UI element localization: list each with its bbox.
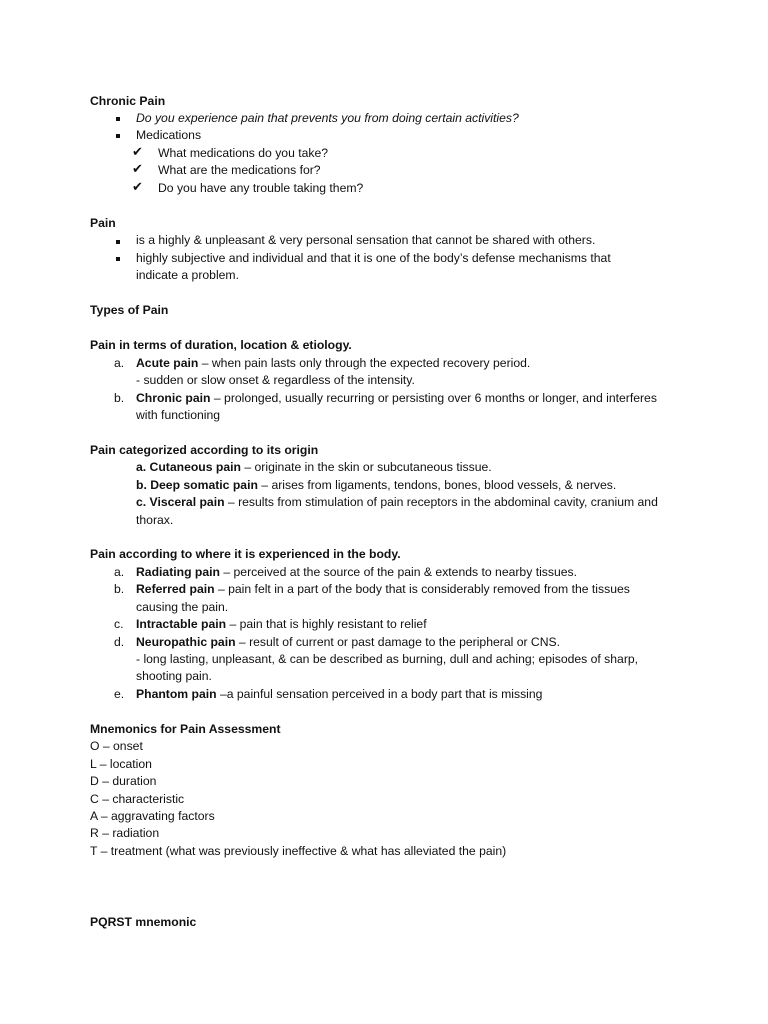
- types-of-pain-heading: Types of Pain: [90, 303, 169, 317]
- list-item-continued: thorax.: [136, 513, 174, 527]
- list-item: Acute pain – when pain lasts only through the expected recovery period.: [136, 356, 531, 370]
- chronic-pain-heading: Chronic Pain: [90, 94, 166, 108]
- mnemonic-item: R – radiation: [90, 826, 160, 840]
- pain-definition: highly subjective and individual and that it is one of the body’s defense mechanisms that: [136, 251, 611, 265]
- list-item: a. Cutaneous pain – originate in the skin or subcutaneous tissue.: [136, 460, 492, 474]
- list-marker: e.: [114, 687, 125, 701]
- list-item-continued: shooting pain.: [136, 669, 212, 683]
- list-marker: d.: [114, 635, 125, 649]
- location-heading: Pain according to where it is experienced in the body.: [90, 547, 401, 561]
- list-marker: a.: [114, 356, 125, 370]
- medications-label: Medications: [136, 128, 202, 142]
- list-item: Referred pain – pain felt in a part of the body that is considerably removed from the tissues: [136, 582, 630, 596]
- pain-definition: is a highly & unpleasant & very personal sensation that cannot be shared with others.: [136, 233, 596, 247]
- list-item-continued: - long lasting, unpleasant, & can be described as burning, dull and aching; episodes of sharp,: [136, 652, 639, 666]
- list-item-continued: - sudden or slow onset & regardless of the intensity.: [136, 373, 415, 387]
- checkmark-icon: ✔: [132, 145, 143, 160]
- list-marker: a.: [114, 565, 125, 579]
- list-item-continued: causing the pain.: [136, 600, 229, 614]
- mnemonic-item: O – onset: [90, 739, 143, 753]
- list-marker: b.: [114, 582, 125, 596]
- list-item: Radiating pain – perceived at the source of the pain & extends to nearby tissues.: [136, 565, 578, 579]
- list-item: Intractable pain – pain that is highly resistant to relief: [136, 617, 427, 631]
- mnemonic-item: C – characteristic: [90, 792, 185, 806]
- pain-heading: Pain: [90, 216, 116, 230]
- list-item: c. Visceral pain – results from stimulation of pain receptors in the abdominal cavity, cranium and: [136, 495, 658, 509]
- list-item: Chronic pain – prolonged, usually recurring or persisting over 6 months or longer, and interferes: [136, 391, 657, 405]
- mnemonic-item: D – duration: [90, 774, 157, 788]
- origin-heading: Pain categorized according to its origin: [90, 443, 319, 457]
- mnemonic-item: A – aggravating factors: [90, 809, 215, 823]
- mnemonic-item: T – treatment (what was previously ineffective & what has alleviated the pain): [90, 844, 507, 858]
- chronic-pain-question: Do you experience pain that prevents you from doing certain activities?: [136, 111, 519, 125]
- pqrst-heading: PQRST mnemonic: [90, 915, 197, 929]
- medication-question: What are the medications for?: [158, 163, 321, 177]
- bullet-square-icon: [116, 257, 120, 261]
- mnemonic-item: L – location: [90, 757, 152, 771]
- bullet-square-icon: [116, 117, 120, 121]
- checkmark-icon: ✔: [132, 162, 143, 177]
- bullet-square-icon: [116, 240, 120, 244]
- duration-heading: Pain in terms of duration, location & etiology.: [90, 338, 352, 352]
- mnemonics-heading: Mnemonics for Pain Assessment: [90, 722, 281, 736]
- list-item-continued: with functioning: [136, 408, 221, 422]
- list-item: Neuropathic pain – result of current or past damage to the peripheral or CNS.: [136, 635, 561, 649]
- bullet-square-icon: [116, 134, 120, 138]
- checkmark-icon: ✔: [132, 180, 143, 195]
- medication-question: Do you have any trouble taking them?: [158, 181, 364, 195]
- pain-definition-continued: indicate a problem.: [136, 268, 239, 282]
- list-marker: b.: [114, 391, 125, 405]
- list-item: Phantom pain –a painful sensation perceived in a body part that is missing: [136, 687, 543, 701]
- medication-question: What medications do you take?: [158, 146, 329, 160]
- list-marker: c.: [114, 617, 124, 631]
- list-item: b. Deep somatic pain – arises from ligaments, tendons, bones, blood vessels, & nerves.: [136, 478, 617, 492]
